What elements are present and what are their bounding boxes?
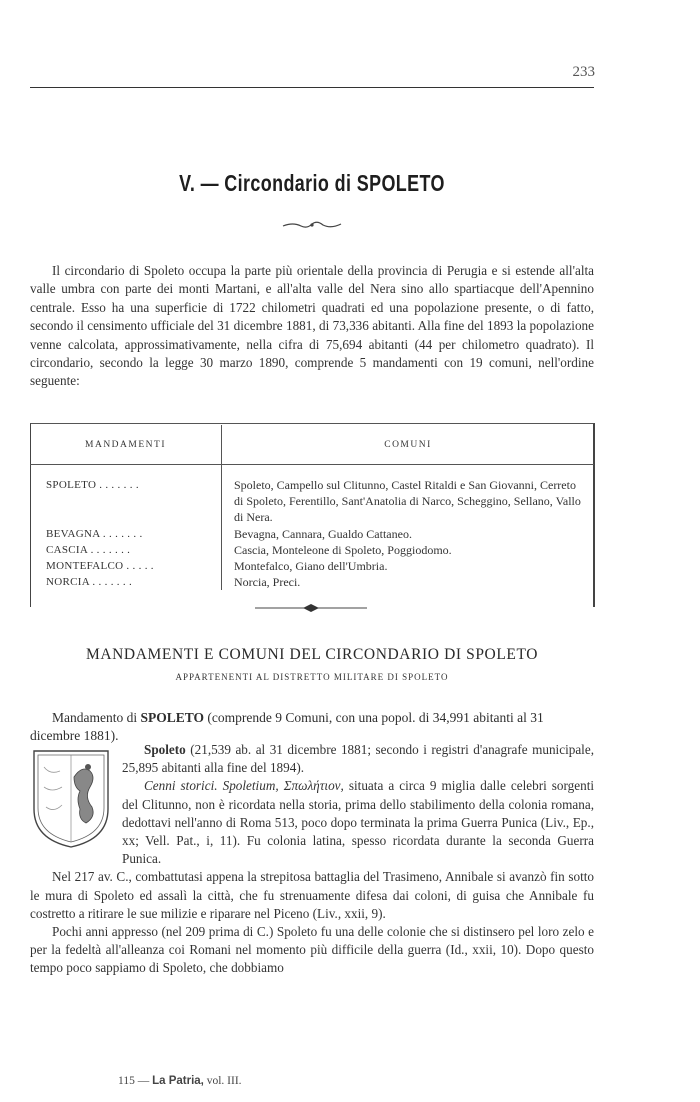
comuni-cell: Cascia, Monteleone di Spoleto, Poggiodomo. [234,542,452,557]
greek-name: Σπωλήτιον, [283,778,344,794]
mandamento-lead: Mandamento di [52,710,138,725]
header-mandamenti: MANDAMENTI [30,425,222,465]
mandamento-cell: BEVAGNA . . . . . . . [30,526,222,542]
mandamento-cell: MONTEFALCO . . . . . [30,558,222,574]
comuni-cell: Montefalco, Giano dell'Umbria. [234,559,388,574]
mandamento-name: SPOLETO [140,710,205,725]
table-row [30,465,594,526]
footer-signature [118,1075,242,1087]
header-rule [30,87,594,88]
paragraph-colonie: Pochi anni appresso (nel 209 prima di C.) Spoleto fu una delle colonie che si distinsero pel loro zelo e per la fedeltà all'alleanza coi Romani nel momento più difficile della guerra (Id., xxii, 10). Dopo questo tempo poco sappiamo di Spoleto, che dobbiamo [30,924,594,976]
table-row [30,574,594,590]
page-number: 233 [572,64,595,80]
section-subtitle: APPARTENENTI AL DISTRETTO MILITARE DI SPOLETO [175,672,449,682]
mandamenti-table [30,425,594,590]
cenni-label: Cenni storici. [144,778,218,794]
volume-label: vol. III. [206,1075,242,1087]
chapter-name: Circondario di SPOLETO [224,170,445,196]
spoleto-coat-of-arms-icon [30,747,112,849]
chapter-prefix: V. — [179,170,219,196]
mandamento-heading [30,709,594,745]
cenni-text: situata a circa 9 miglia dalle celebri sorgenti del Clitunno, non è ricordata nella storia, prima dello stabilimento della colonia romana, dedottavi nell'anno di Roma 513, poco dopo terminata la prima Guerra Punica (Liv., Ep., xx; Vell. Pat., i, 11). Fu colonia latina, spesso ricordata durante la seconda Guerra Punica. [122,778,595,867]
table-row [30,542,594,558]
comuni-cell: Spoleto, Campello sul Clitunno, Castel Ritaldi e San Giovanni, Cerreto di Spoleto, Ferentillo, Sant'Anatolia di Narco, Scheggino, Sellano, Vallo di Nera. [234,478,581,525]
mandamento-cell: SPOLETO . . . . . . . [30,465,222,526]
mandamento-cell: NORCIA . . . . . . . [30,574,222,590]
journal-name: La Patria, [152,1075,204,1087]
signature-number: 115 — [118,1075,150,1087]
title-ornament-icon [281,219,343,231]
header-comuni: COMUNI [222,425,595,465]
mandamento-rest: (comprende 9 Comuni, con una popol. di 34,991 abitanti al 31 dicembre 1881). [30,710,544,743]
latin-name: Spoletium, [222,778,279,794]
spoleto-stats: (21,539 ab. al 31 dicembre 1881; secondo i registri d'anagrafe municipale, 25,895 abitanti alla fine del 1894). [122,742,595,776]
intro-paragraph: Il circondario di Spoleto occupa la parte più orientale della provincia di Perugia e si estende all'alta valle umbra con parte dei monti Martani, e all'alta valle del Nera sino allo spartiacque dell'Apennino centrale. Esso ha una superficie di 1722 chilometri quadrati ed una popolazione presente, o di fatto, secondo il censimento ufficiale del 31 dicembre 1881, di 73,336 abitanti. Alla fine del 1893 la popolazione venne calcolata, approssimativamente, nella cifra di 75,694 abitanti (44 per chilometro quadrato). Il circondario, secondo la legge 30 marzo 1890, comprende 5 mandamenti con 19 comuni, nell'ordine seguente: [30,263,594,389]
spoleto-name: Spoleto [144,742,186,757]
mandamento-cell: CASCIA . . . . . . . [30,542,222,558]
chapter-title [69,170,556,197]
comuni-cell: Bevagna, Cannara, Gualdo Cattaneo. [234,526,412,541]
table-row [30,558,594,574]
spoleto-entry [30,741,594,978]
paragraph-trasimeno: Nel 217 av. C., combattutasi appena la strepitosa battaglia del Trasimeno, Annibale si avanzò fin sotto le mura di Spoleto ed assalì la città, che fu strenuamente difesa dai coloni, di guisa che Annibale fu costretto a ritirare le sue milizie e riparare nel Piceno (Liv., xxii, 9). [30,869,594,921]
section-title: MANDAMENTI E COMUNI DEL CIRCONDARIO DI SPOLETO [85,646,539,663]
table-ornament-icon [255,603,367,613]
table-row [30,526,594,542]
comuni-cell: Norcia, Preci. [234,575,301,590]
